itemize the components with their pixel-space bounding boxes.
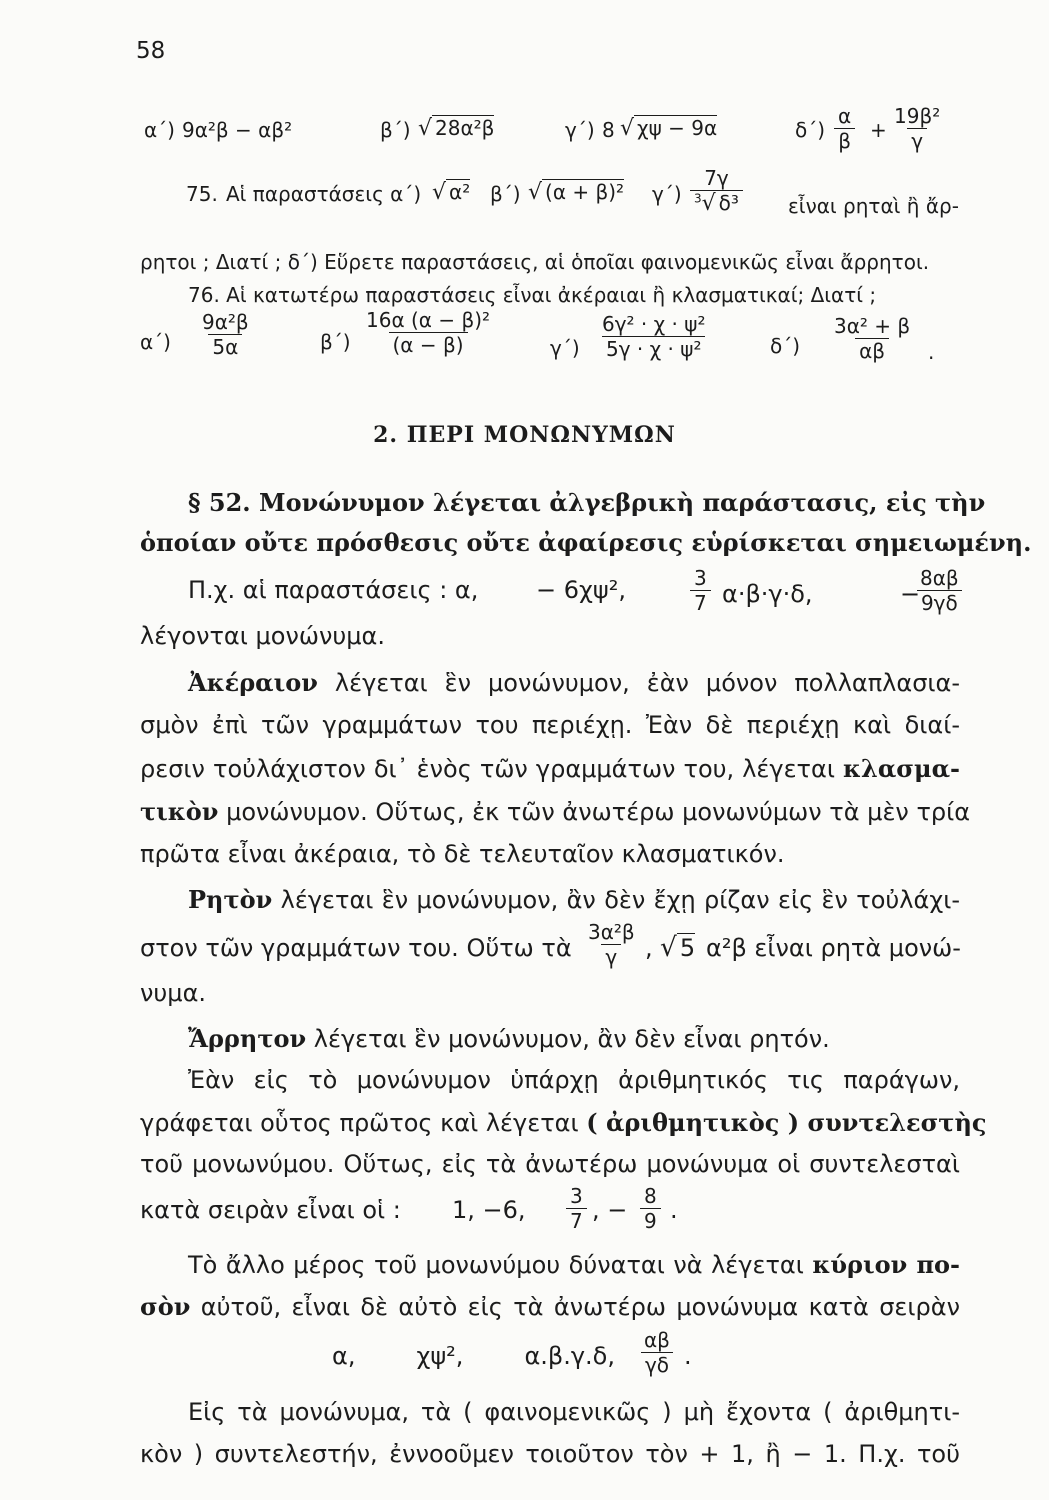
kyrion-line1: Τὸ ἄλλο μέρος τοῦ μονωνύμου δύναται νὰ λέγεται κύριον πο- [188,1250,961,1279]
ex75-b-label: β΄) [490,182,521,206]
ex75-text2: εἶναι ρηταὶ ἢ ἄρ- [788,194,959,218]
ex75-c-frac: $\frac{7\gamma}{^3√ \delta^3}$ [690,166,743,216]
ex-a-expr: 9α²β − αβ² [182,118,293,142]
ex76-d-frac: $\frac{\text{3α² + β}}{\alpha\beta}$ [834,314,911,363]
akeraion-line4: τικὸν μονώνυμον. Οὕτως, ἐκ τῶν ἀνωτέρω μονωνύμων τὰ μὲν τρία [140,797,971,826]
arrhton-line5-text: κατὰ σειρὰν εἶναι οἱ : [140,1196,401,1224]
ex-d-frac1: $\frac{\alpha}{\beta}$ [834,104,855,153]
ex75-number: 75. [186,182,218,206]
ex-c-coef: 8 [602,118,615,142]
ex75-c-label: γ΄) [652,182,682,206]
arrhton-values: 1, −6, [452,1196,526,1224]
example-lead: Π.χ. αἱ παραστάσεις : α, [188,576,479,604]
ex76-a-label: α΄) [140,330,171,354]
ex-d-frac2: $\frac{\text{19β²}}{\gamma}$ [894,104,941,153]
ex76-d-end: . [928,340,935,364]
ex76-c-label: γ΄) [550,336,580,360]
arrhton-line2: Ἐὰν εἰς τὸ μονώνυμον ὑπάρχῃ ἀριθμητικός τις παράγων, [188,1066,960,1094]
ex-d-plus: + [870,118,887,142]
ex76-b-label: β΄) [320,330,351,354]
example-tail: λέγονται μονώνυμα. [140,622,385,650]
rhton-line2-text: στον τῶν γραμμάτων του. Οὕτω τὰ [140,934,572,962]
ex76-line1: 76. Αἱ κατωτέρω παραστάσεις εἶναι ἀκέραιαι ἢ κλασματικαί; Διατί ; [188,283,877,307]
rhton-root: √ 5 [660,932,696,963]
kyrion-frac: $\frac{\alpha\beta}{\gamma\delta}$ [640,1328,674,1377]
arrhton-line1: Ἄρρητον λέγεται ἓν μονώνυμον, ἂν δὲν εἶναι ρητόν. [188,1024,830,1053]
example-e3-rest: α·β·γ·δ, [722,580,813,608]
rhton-line1: Ρητὸν λέγεται ἓν μονώνυμον, ἂν δὲν ἔχῃ ρίζαν εἰς ἓν τοὐλάχι- [188,885,960,914]
example-e4-frac: $\frac{8\alpha\beta}{9\gamma\delta}$ [916,566,963,615]
akeraion-line3: ρεσιν τοὐλάχιστον δι᾽ ἑνὸς τῶν γραμμάτων του, λέγεται κλασμα- [140,754,960,783]
rhton-line3: νυμα. [140,979,207,1007]
last-line2: κὸν ) συντελεστήν, ἐννοοῦμεν τοιοῦτον τὸν + 1, ἢ − 1. Π.χ. τοῦ [140,1440,960,1468]
ex75-text: Αἱ παραστάσεις α΄) [226,182,422,206]
example-e4-minus: − [900,580,921,608]
example-e2: − 6χψ², [536,576,626,604]
ex-c-root: √ χψ − 9α [620,116,718,141]
section-heading: 2. ΠΕΡΙ ΜΟΝΩΝΥΜΩΝ [373,422,676,448]
page-number: 58 [136,38,166,64]
rhton-line2-rest: α²β εἶναι ρητὰ μονώ- [706,934,961,962]
ex-b-label: β΄) [380,118,411,142]
ex76-b-frac: $\frac{\text{16α (α − β)²}}{(\alpha - \beta)}$ [366,308,491,357]
ex76-a-frac: $\frac{\text{9α²β}}{5\alpha}$ [202,310,249,359]
ex76-c-frac: $\frac{\text{6γ² · χ · ψ²}}{\text{5γ · χ · ψ²}}$ [602,312,706,361]
arrhton-frac1: $\frac{3}{7}$ [566,1184,587,1233]
arrhton-line3: γράφεται οὗτος πρῶτος καὶ λέγεται ( ἀριθμητικὸς ) συντελεστὴς [140,1108,987,1137]
ex75-root-b: √ (α + β)² [528,180,625,205]
arrhton-line4: τοῦ μονωνύμου. Οὕτως, εἰς τὰ ἀνωτέρω μονώνυμα οἱ συντελεσταὶ [140,1150,960,1178]
rhton-frac: $\frac{\text{3α²β}}{\gamma}$ [588,920,635,969]
akeraion-line1: Ἀκέραιον λέγεται ἓν μονώνυμον, ἐὰν μόνον πολλαπλασια- [188,668,960,697]
ex-a-label: α΄) [144,118,175,142]
arrhton-frac2: $\frac{8}{9}$ [640,1184,661,1233]
ex76-d-label: δ΄) [770,334,801,358]
section52-line1: § 52. Μονώνυμον λέγεται ἀλγεβρικὴ παράστασις, εἰς τὴν [188,488,986,517]
kyrion-end: . [684,1342,692,1370]
ex75-line2: ρητοι ; Διατί ; δ΄) Εὕρετε παραστάσεις, αἱ ὁποῖαι φαινομενικῶς εἶναι ἄρρητοι. [140,250,930,274]
section52-line2: ὁποίαν οὔτε πρόσθεσις οὔτε ἀφαίρεσις εὑρίσκεται σημειωμένη. [140,528,1032,557]
ex-c-label: γ΄) [565,118,595,142]
arrhton-end: . [670,1196,678,1224]
kyrion-line2: σὸν αὐτοῦ, εἶναι δὲ αὐτὸ εἰς τὰ ἀνωτέρω μονώνυμα κατὰ σειρὰν [140,1292,960,1321]
kyrion-list: α, χψ², α.β.γ.δ, [332,1342,615,1370]
arrhton-sep: , − [592,1196,628,1224]
ex75-root-a: √ α² [432,180,471,205]
last-line1: Εἰς τὰ μονώνυμα, τὰ ( φαινομενικῶς ) μὴ ἔχοντα ( ἀριθμητι- [188,1398,960,1426]
akeraion-line5: πρῶτα εἶναι ἀκέραια, τὸ δὲ τελευταῖον κλασματικόν. [140,840,785,868]
rhton-comma: , [645,934,653,962]
ex-b-root: √ 28α²β [418,116,495,141]
ex-d-label: δ΄) [795,118,826,142]
akeraion-line2: σμὸν ἐπὶ τῶν γραμμάτων του περιέχῃ. Ἐὰν δὲ περιέχῃ καὶ διαί- [140,711,960,739]
example-e3-frac: $\frac{3}{7}$ [690,566,711,615]
